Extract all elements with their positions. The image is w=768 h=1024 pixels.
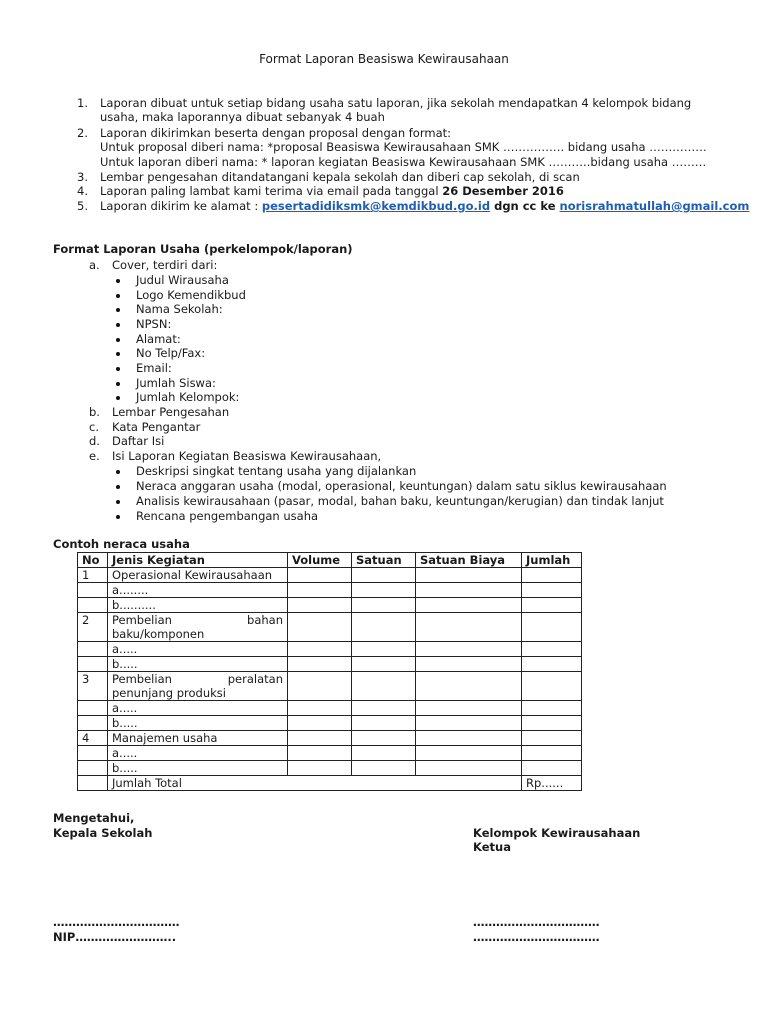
cell-kegiatan <box>108 613 288 642</box>
table-total-row <box>78 776 582 791</box>
cell <box>352 657 416 672</box>
cell-no <box>78 776 108 791</box>
table-row <box>78 598 582 613</box>
cell-kegiatan: Manajemen usaha <box>108 731 288 746</box>
cell <box>352 716 416 731</box>
list-letter: e. <box>89 449 100 463</box>
neraca-table <box>77 552 582 791</box>
cell <box>522 568 582 583</box>
neraca-heading: Contoh neraca usaha <box>53 537 190 551</box>
cell <box>522 761 582 776</box>
list-item: Alamat: <box>136 332 181 346</box>
cell <box>352 583 416 598</box>
table-row <box>78 657 582 672</box>
bullet-dot <box>116 294 120 298</box>
cell <box>522 701 582 716</box>
cell-no <box>78 716 108 731</box>
bullet-dot <box>116 367 120 371</box>
cell <box>288 583 352 598</box>
cell-kegiatan-line: baku/komponen <box>112 627 205 641</box>
cell <box>522 642 582 657</box>
email-link-cc[interactable]: norisrahmatullah@gmail.com <box>559 199 750 213</box>
cell <box>288 568 352 583</box>
list-item: NPSN: <box>136 317 172 331</box>
cell-no: 4 <box>78 731 108 746</box>
cell <box>416 701 522 716</box>
list-item: Neraca anggaran usaha (modal, operasional, keuntungan) dalam satu siklus kewirausahaan <box>136 479 667 493</box>
cell <box>522 731 582 746</box>
signature-right-dots: …………………………… <box>473 915 600 929</box>
cell <box>522 583 582 598</box>
cell-kegiatan-line: penunjang produksi <box>112 686 226 700</box>
cell <box>288 731 352 746</box>
deadline-date: 26 Desember 2016 <box>442 184 564 198</box>
list-item: Judul Wirausaha <box>136 273 229 287</box>
bullet-dot <box>116 323 120 327</box>
cell <box>522 598 582 613</box>
list-item-cover: Cover, terdiri dari: <box>112 258 218 272</box>
header-no: No <box>78 553 108 568</box>
format-heading: Format Laporan Usaha (perkelompok/laporan) <box>53 242 353 256</box>
bullet-dot <box>116 470 120 474</box>
list-letter: b. <box>89 405 100 419</box>
cell-no <box>78 761 108 776</box>
table-row <box>78 613 582 642</box>
bullet-dot <box>116 308 120 312</box>
list-item: Logo Kemendikbud <box>136 288 246 302</box>
cell <box>352 642 416 657</box>
rule-text <box>100 184 564 198</box>
cell-no <box>78 583 108 598</box>
rule-number: 4. <box>77 184 88 198</box>
cell <box>416 746 522 761</box>
list-item: No Telp/Fax: <box>136 346 206 360</box>
list-item: Email: <box>136 361 172 375</box>
cell <box>416 672 522 701</box>
cell <box>352 568 416 583</box>
cell <box>416 716 522 731</box>
signature-left-line2: Kepala Sekolah <box>53 826 153 840</box>
bullet-dot <box>116 279 120 283</box>
cell-kegiatan: b.......... <box>108 598 288 613</box>
cell-kegiatan-word: Pembelian <box>112 672 172 686</box>
cell <box>416 642 522 657</box>
cell <box>416 761 522 776</box>
cell-kegiatan-word: bahan <box>247 613 283 627</box>
bullet-dot <box>116 382 120 386</box>
cell <box>416 613 522 642</box>
cell <box>288 598 352 613</box>
cell-no: 2 <box>78 613 108 642</box>
rule-text: Untuk proposal diberi nama: *proposal Beasiswa Kewirausahaan SMK ……………. bidang usaha …………… <box>100 140 707 154</box>
rule-text: Laporan dikirimkan beserta dengan proposal dengan format: <box>100 126 452 140</box>
cell <box>352 761 416 776</box>
cell-kegiatan: b..... <box>108 761 288 776</box>
rule-text: Untuk laporan diberi nama: * laporan kegiatan Beasiswa Kewirausahaan SMK ………..bidang usaha ……… <box>100 155 707 169</box>
list-item: Deskripsi singkat tentang usaha yang dijalankan <box>136 464 417 478</box>
cell-kegiatan: b..... <box>108 716 288 731</box>
cell <box>288 716 352 731</box>
signature-left-line1: Mengetahui, <box>53 811 135 825</box>
rule-text <box>100 199 749 213</box>
rule-number: 5. <box>77 199 88 213</box>
cell <box>352 746 416 761</box>
bullet-dot <box>116 485 120 489</box>
list-item: Analisis kewirausahaan (pasar, modal, bahan baku, keuntungan/kerugian) dan tindak lanjut <box>136 494 664 508</box>
rule-number: 3. <box>77 170 88 184</box>
table-row <box>78 716 582 731</box>
bullet-dot <box>116 515 120 519</box>
rule-text: Lembar pengesahan ditandatangani kepala sekolah dan diberi cap sekolah, di scan <box>100 170 580 184</box>
cell <box>352 598 416 613</box>
list-item: Nama Sekolah: <box>136 302 223 316</box>
cell-kegiatan: Operasional Kewirausahaan <box>108 568 288 583</box>
table-header-row <box>78 553 582 568</box>
rule-text-cc: dgn cc ke <box>490 199 560 213</box>
cell-no <box>78 642 108 657</box>
cell <box>416 657 522 672</box>
cell-kegiatan: b..... <box>108 657 288 672</box>
cell-kegiatan-line <box>112 672 283 686</box>
table-row <box>78 583 582 598</box>
list-item: Jumlah Kelompok: <box>136 390 240 404</box>
cell <box>522 657 582 672</box>
document-title: Format Laporan Beasiswa Kewirausahaan <box>259 52 509 66</box>
rule-text-plain: Laporan dikirim ke alamat : <box>100 199 262 213</box>
cell <box>522 672 582 701</box>
cell-no: 1 <box>78 568 108 583</box>
list-item: Jumlah Siswa: <box>136 376 216 390</box>
table-row <box>78 672 582 701</box>
cell <box>416 583 522 598</box>
cell <box>522 746 582 761</box>
cell <box>352 613 416 642</box>
cell <box>352 672 416 701</box>
header-volume: Volume <box>288 553 352 568</box>
list-letter: d. <box>89 434 100 448</box>
header-jenis-kegiatan: Jenis Kegiatan <box>108 553 288 568</box>
cell-no <box>78 657 108 672</box>
cell-no <box>78 701 108 716</box>
list-item-isi-laporan: Isi Laporan Kegiatan Beasiswa Kewirausahaan, <box>112 449 382 463</box>
email-link-primary[interactable]: pesertadidiksmk@kemdikbud.go.id <box>261 199 491 213</box>
table-row <box>78 761 582 776</box>
header-jumlah: Jumlah <box>522 553 582 568</box>
cell <box>352 701 416 716</box>
table-row <box>78 568 582 583</box>
table-row <box>78 642 582 657</box>
cell-kegiatan: a..... <box>108 746 288 761</box>
cell-kegiatan: a..... <box>108 701 288 716</box>
table-row <box>78 731 582 746</box>
list-letter: c. <box>89 420 99 434</box>
cell-no: 3 <box>78 672 108 701</box>
cell <box>288 701 352 716</box>
table-row <box>78 701 582 716</box>
header-satuan-biaya: Satuan Biaya <box>416 553 522 568</box>
cell <box>288 746 352 761</box>
rule-number: 2. <box>77 126 88 140</box>
cell-no <box>78 746 108 761</box>
list-item-pengesahan: Lembar Pengesahan <box>112 405 230 419</box>
cell-kegiatan: a........ <box>108 583 288 598</box>
cell <box>288 613 352 642</box>
cell-kegiatan-word: peralatan <box>227 672 283 686</box>
signature-left-nip: NIP…………………….. <box>53 930 177 944</box>
rule-number: 1. <box>77 96 88 110</box>
cell <box>416 731 522 746</box>
cell <box>416 568 522 583</box>
rule-text-plain: Laporan paling lambat kami terima via email pada tanggal <box>100 184 443 198</box>
cell <box>522 613 582 642</box>
cell <box>288 642 352 657</box>
cell <box>288 672 352 701</box>
rule-text: usaha, maka laporannya dibuat sebanyak 4 buah <box>100 110 385 124</box>
signature-left-dots: …………………………… <box>53 915 180 929</box>
bullet-dot <box>116 396 120 400</box>
list-item-daftar-isi: Daftar Isi <box>112 434 165 448</box>
cell <box>522 716 582 731</box>
total-label: Jumlah Total <box>108 776 522 791</box>
signature-right-line1: Kelompok Kewirausahaan <box>473 826 641 840</box>
cell-no <box>78 598 108 613</box>
list-item-pengantar: Kata Pengantar <box>112 420 201 434</box>
cell-kegiatan <box>108 672 288 701</box>
bullet-dot <box>116 352 120 356</box>
total-value: Rp...... <box>522 776 582 791</box>
table-row <box>78 746 582 761</box>
cell <box>352 731 416 746</box>
cell <box>288 657 352 672</box>
cell <box>288 761 352 776</box>
signature-right-line2: Ketua <box>473 840 511 854</box>
signature-right-dots: …………………………… <box>473 930 600 944</box>
cell-kegiatan-line <box>112 613 283 627</box>
bullet-dot <box>116 500 120 504</box>
bullet-dot <box>116 338 120 342</box>
list-letter: a. <box>89 258 100 272</box>
cell-kegiatan-word: Pembelian <box>112 613 172 627</box>
cell <box>416 598 522 613</box>
list-item: Rencana pengembangan usaha <box>136 509 319 523</box>
header-satuan: Satuan <box>352 553 416 568</box>
rule-text: Laporan dibuat untuk setiap bidang usaha satu laporan, jika sekolah mendapatkan 4 kelompok bidang <box>100 96 692 110</box>
cell-kegiatan: a..... <box>108 642 288 657</box>
